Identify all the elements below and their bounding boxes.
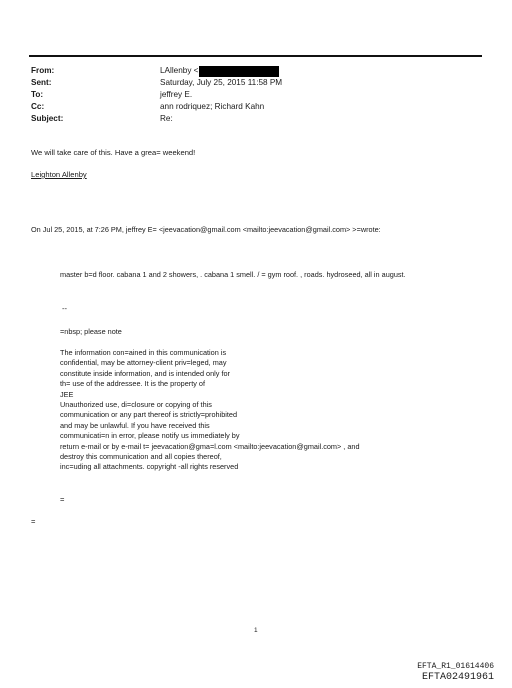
quote-intro: On Jul 25, 2015, at 7:26 PM, jeffrey E= <jeevacation@gmail.com <mailto:jeevacation@gmail.com> >=wrote: (31, 225, 381, 234)
sent-row (31, 77, 282, 89)
redaction-box (199, 66, 279, 77)
disclaimer (60, 348, 360, 473)
disclaimer-line: return e-mail or by e-mail t= jeevacation@gma=l.com <mailto:jeevacation@gmail.com> , and (60, 441, 360, 451)
page-number: 1 (254, 627, 258, 634)
subject-label: Subject: (31, 114, 64, 123)
disclaimer-line: JEE (60, 389, 74, 399)
header-rule (29, 55, 482, 57)
disclaimer-line: destroy this communication and all copies thereof, (60, 452, 222, 462)
email-header (31, 65, 282, 125)
disclaimer-line: communicati=n in error, please notify us immediately by (60, 431, 240, 441)
disclaimer-line: Unauthorized use, di=closure or copying of this (60, 400, 212, 410)
disclaimer-line: confidential, may be attorney-client priv=leged, may (60, 358, 227, 368)
disclaimer-line: The information con=ained in this communication is (60, 348, 227, 357)
sent-value: Saturday, July 25, 2015 11:58 PM (160, 78, 283, 87)
to-row (31, 89, 282, 101)
to-value: jeffrey E. (160, 90, 193, 99)
cc-row (31, 101, 282, 113)
dashes: -- (62, 304, 68, 313)
from-label: From: (31, 66, 55, 75)
disclaimer-line: constitute inside information, and is intended only for (60, 368, 230, 378)
sent-label: Sent: (31, 78, 52, 87)
disclaimer-line: and may be unlawful. If you have received this (60, 420, 210, 430)
disclaimer-line: inc=uding all attachments. copyright -all rights reserved (60, 462, 239, 472)
disclaimer-line: communication or any part thereof is strictly=prohibited (60, 410, 238, 420)
to-label: To: (31, 90, 44, 99)
equals-mark: = (60, 495, 65, 504)
disclaimer-line: th= use of the addressee. It is the property of (60, 379, 206, 389)
from-row (31, 65, 282, 77)
message-text: We will take care of this. Have a grea= weekend! (31, 148, 196, 157)
from-value: LAllenby < (160, 66, 199, 75)
cc-value: ann rodriquez; Richard Kahn (160, 102, 265, 111)
equals-mark: = (31, 517, 36, 526)
quoted-message: master b=d floor. cabana 1 and 2 showers, . cabana 1 smell. / = gym roof. , roads. hydroseed, all in august. (60, 270, 406, 279)
subject-row (31, 113, 282, 125)
signature: Leighton Allenby (31, 170, 87, 179)
bates-stamp-2: EFTA02491961 (421, 672, 494, 683)
cc-label: Cc: (31, 102, 45, 111)
nbsp-line: =nbsp; please note (60, 327, 122, 336)
subject-value: Re: (160, 114, 173, 123)
bates-stamp-1: EFTA_R1_01614406 (417, 662, 494, 671)
